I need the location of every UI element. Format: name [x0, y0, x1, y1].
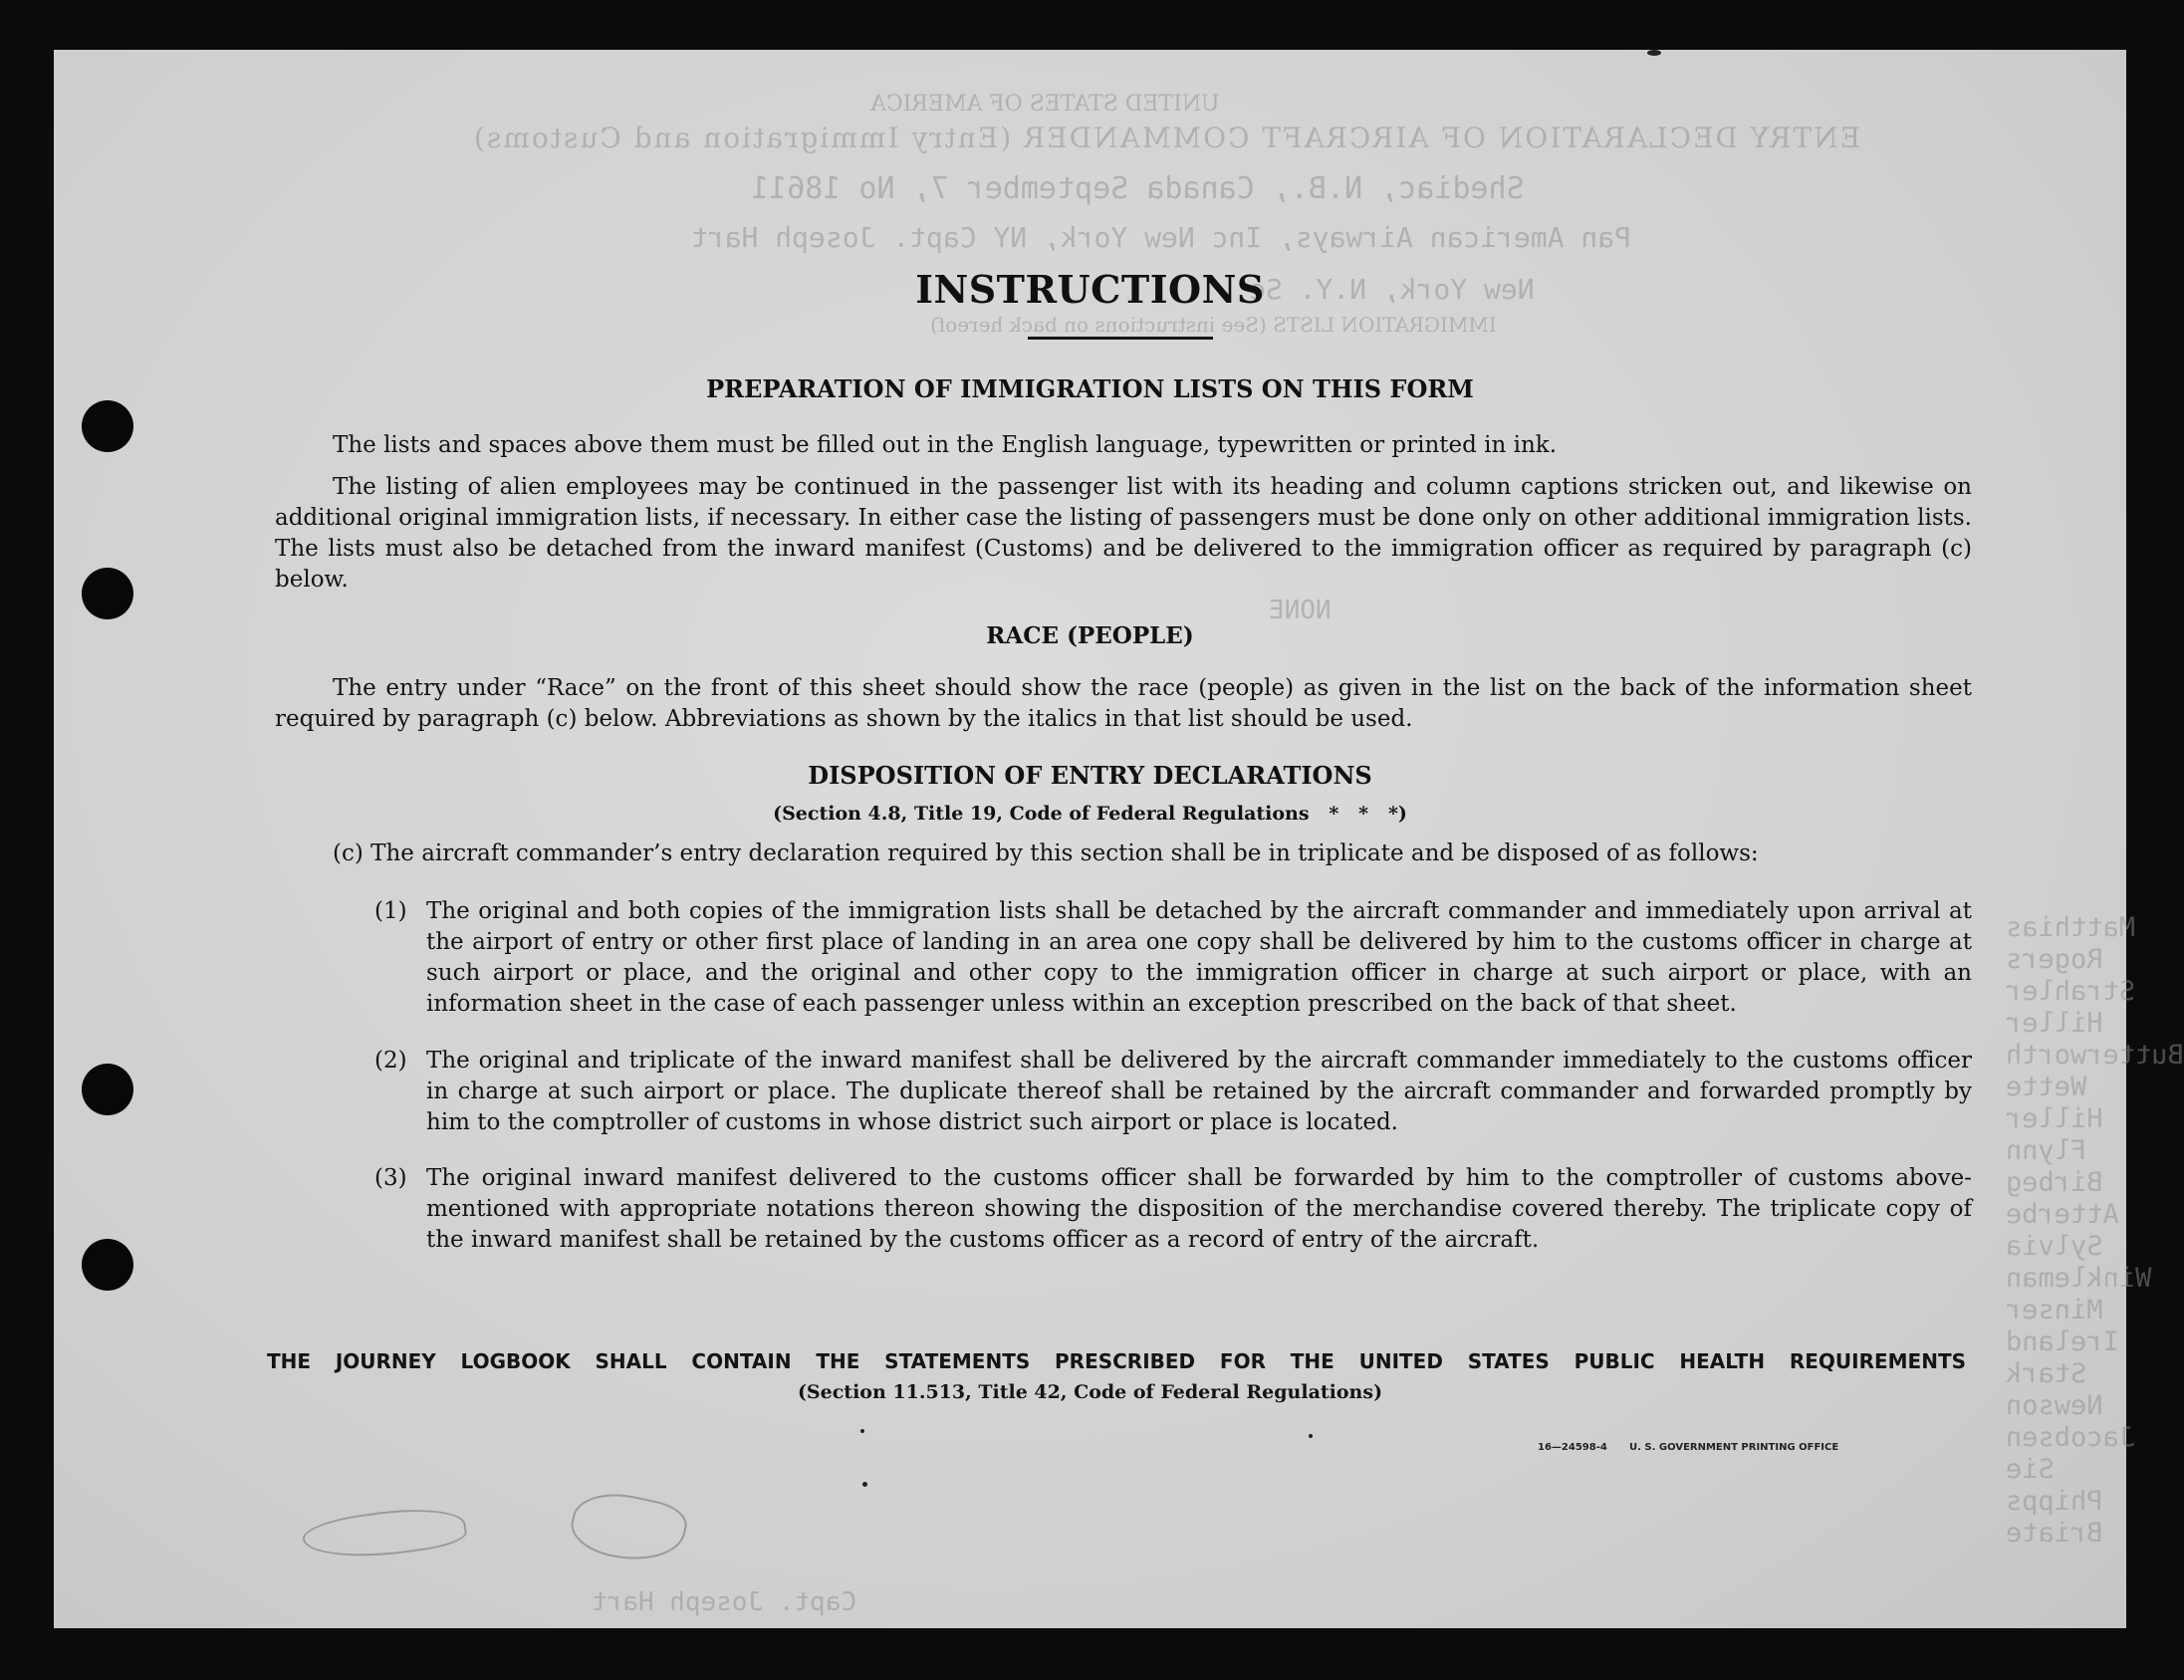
list-item — [374, 896, 1972, 1020]
section-heading-race: RACE (PEOPLE) — [986, 622, 1194, 649]
form-code: 16—24598-4 — [1538, 1442, 1607, 1453]
footer-reference: (Section 11.513, Title 42, Code of Federal Regulations) — [797, 1381, 1383, 1403]
punch-hole — [82, 1239, 133, 1291]
item-number: (3) — [374, 1165, 407, 1191]
paragraph-race: The entry under “Race” on the front of this sheet should show the race (people) as given in the list on the back of the information sheet required by paragraph (c) below. Abbreviations as shown by the italics in that list should be used. — [275, 675, 1972, 732]
public-health-statement: THE JOURNEY LOGBOOK SHALL CONTAIN THE STATEMENTS PRESCRIBED FOR THE UNITED STATES PUBLIC HEALTH REQUIREMENTS — [267, 1349, 1966, 1373]
punch-hole — [82, 568, 133, 619]
bleedthrough-text: Capt. Joseph Hart — [592, 1587, 857, 1617]
punch-hole — [82, 1064, 133, 1115]
section-heading-disposition: DISPOSITION OF ENTRY DECLARATIONS — [808, 761, 1372, 790]
ink-speck — [862, 1482, 867, 1487]
list-item — [374, 1046, 1972, 1138]
item-text: The original and triplicate of the inward manifest shall be delivered by the aircraft commander immediately to the customs officer in charge at such airport or place. The duplicate thereof shall be retained by the aircraft commander and forwarded promptly by him to the comptroller of customs in whose district such airport or place is located. — [426, 1048, 1972, 1135]
item-number: (1) — [374, 898, 407, 924]
ink-speck — [1309, 1434, 1313, 1438]
signature-scribble — [567, 1485, 691, 1570]
ink-speck — [1647, 50, 1661, 56]
ink-speck — [860, 1429, 864, 1433]
bleedthrough-text: NONE — [1269, 596, 1332, 625]
bleedthrough-text: Shediac, N.B., Canada September 7, No 18611 — [751, 171, 1525, 206]
punch-hole — [82, 400, 133, 452]
bleedthrough-text: IMMIGRATION LISTS (See instructions on back hereof) — [930, 313, 1497, 337]
bleedthrough-text: ENTRY DECLARATION OF AIRCRAFT COMMANDER (Entry Immigration and Customs) — [472, 121, 1861, 154]
section-heading-preparation: PREPARATION OF IMMIGRATION LISTS ON THIS FORM — [706, 374, 1474, 403]
bleedthrough-text: Pan American Airways, Inc New York, NY Capt. Joseph Hart — [691, 221, 1632, 254]
bleedthrough-text: UNITED STATES OF AMERICA — [870, 92, 1220, 117]
item-number: (2) — [374, 1048, 407, 1074]
paragraph-triplicate: (c) The aircraft commander’s entry declaration required by this section shall be in triplicate and be disposed of as follows: — [333, 840, 1759, 866]
section-reference: (Section 4.8, Title 19, Code of Federal Regulations * * *) — [773, 803, 1407, 825]
bleedthrough-text: Matthias Rogers Strahler Hiller Butterworth Wette Hiller Flynn Birbeg Atterbe Sylvia Winkleman Minser Ireland Stark Newson Jacobsen Sie Phipps Briate — [2006, 912, 2184, 1549]
paragraph-english-language: The lists and spaces above them must be filled out in the English language, typewritten or printed in ink. — [333, 432, 1558, 458]
document-sheet — [54, 50, 2184, 1628]
item-text: The original and both copies of the immigration lists shall be detached by the aircraft commander and immediately upon arrival at the airport of entry or other first place of landing in an area one copy shall be delivered by him to the customs officer in charge at such airport or place, and the original and other copy to the immigration officer in charge at such airport or place, with an information sheet in the case of each passenger unless within an exception prescribed on the back of that sheet. — [426, 898, 1972, 1017]
printer-imprint: U. S. GOVERNMENT PRINTING OFFICE — [1629, 1442, 1839, 1453]
bleedthrough-text: New York, N.Y. Se — [1249, 273, 1535, 306]
title-underline — [1028, 337, 1213, 340]
paragraph-alien-employees: The listing of alien employees may be continued in the passenger list with its heading and column captions stricken out, and likewise on additional original immigration lists, if necessary. In either case the listing of passengers must be done only on other additional immigration lists. The lists must also be detached from the inward manifest (Customs) and be delivered to the immigration officer as required by paragraph (c) below. — [275, 474, 1972, 593]
signature-scribble — [301, 1501, 469, 1566]
page-title: INSTRUCTIONS — [915, 267, 1265, 312]
list-item — [374, 1163, 1972, 1256]
item-text: The original inward manifest delivered to the customs officer shall be forwarded by him to the comptroller of customs above-mentioned with appropriate notations thereon showing the disposition of the merchandise covered thereby. The triplicate copy of the inward manifest shall be retained by the customs officer as a record of entry of the aircraft. — [426, 1165, 1972, 1253]
